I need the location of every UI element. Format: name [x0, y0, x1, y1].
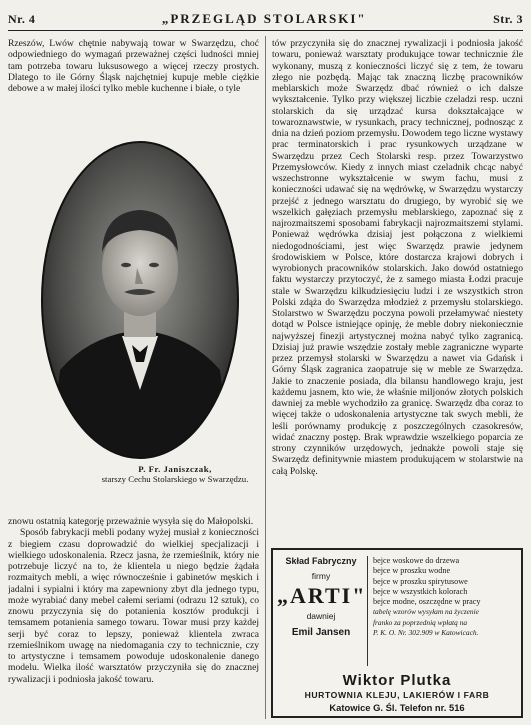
left-column-top	[8, 38, 259, 94]
right-column	[272, 38, 523, 540]
ad-brand-box	[277, 556, 365, 666]
ad-company-block	[277, 672, 517, 713]
ad-item: bejce w wszystkich kolorach	[373, 586, 468, 596]
page-header	[8, 8, 523, 30]
ad-item: bejce w proszku wodne	[373, 566, 451, 576]
ad-company-name: Wiktor Plutka	[342, 672, 452, 689]
portrait-image	[40, 140, 240, 460]
paragraph: Sposób fabrykacji mebli podany wyżej musiał z konieczności z biegiem czasu doprowadzić do wielkiej specjalizacji i wielkiego udoskonalenia. Rzecz jasna, że rzemieślnik, który nie potrzebuje liczyć na to, że klientela u niego będzie żądała rozmaitych mebli, a więc równocześnie i gabinetów męskich i jadalni i sypialni i który ma zapewniony zbyt dla jednego typu, może wyrabiać dany mebel całemi seriami (odrazu 12 sztuk), co znowu przyczynia się do potanienia kosztów produkcji i temsamem potanienia samego towaru. Towar musi przy każdej serji być coraz to lepszy, ponieważ klientela zwraca rzemieślnikom uwagę na niedomagania czy to technicznie, czy to artystyczne i temsamem powoduje udoskonalenie danego modelu. Wielka ilość warsztatów przyczyniła się do znacznej rywalizacji i podniosła jakość towaru.	[8, 527, 259, 685]
ad-divider	[367, 556, 368, 666]
ad-sklad: Skład Fabryczny	[285, 556, 357, 566]
paragraph: znowu ostatnią kategorję przeważnie wysyła się do Małopolski.	[8, 516, 254, 527]
ad-brand-name: „ARTI"	[277, 583, 367, 608]
ad-dawniej: dawniej	[306, 611, 336, 621]
ad-item: bejce modne, oszczędne w pracy	[373, 597, 481, 607]
header-rule	[8, 30, 523, 31]
ad-firmy: firmy	[311, 571, 331, 581]
paragraph: Rzeszów, Lwów chętnie nabywają towar w Swarzędzu, choć odpowiedniego do wymagań przeważnej części ludności mniej tam potrzeba towaru luksusowego a więcej rzeczy prostych. Dlatego to ile Górny Śląsk najchętniej kupuje meble ciężkie debowe a w małej ilości tylko meble kuchenne i białe, o tyle	[8, 38, 259, 94]
ad-item: bejce woskowe do drzewa	[373, 556, 460, 565]
page-number: Str. 3	[493, 11, 523, 26]
left-column-bottom	[8, 516, 259, 720]
ad-note: P. K. O. Nr. 302.909 w Katowicach.	[373, 628, 479, 638]
ad-note: franko za poprzednią wpłatą na	[373, 617, 468, 627]
ad-product-list	[373, 556, 519, 638]
photo-caption	[90, 464, 260, 484]
ad-address: Katowice G. Śl. Telefon nr. 516	[329, 702, 465, 713]
ad-trade: HURTOWNIA KLEJU, LAKIERÓW I FARB	[304, 690, 490, 700]
column-divider	[265, 36, 266, 719]
paragraph: tów przyczyniła się do znacznej rywalizacji i podniosła jakość towaru, ponieważ warsztaty produkujące towar technicznie źle wykonany, muszą z konieczności liczyć się z tem, że towaru złego nie pozbędą. Mając tak znaczną liczbę pracowników meblarskich może Swarzędz dbać również o ich dalsze wykształcenie. Tylko przy większej liczbie czeladzi resp. uczni stolarskich da się urządzać kursa dokształcające w towaroznawstwie, w rysunkach, pracy technicznej, podnosząc z dnia na dzień poziom przemysłu. Dowodem tego liczne wystawy prac terminatorskich i prac rysunkowych urządzane w Swarzędzu przez Cech Stolarski resp. przez Towarzystwo Przemysłowców. Kiedy z innych miast czeladnik chcąc nabyć wszechstronne wykształcenie w swym fachu, musi z konieczności udawać się na wędrówkę, w Swarzędzu wystarczy przejść z jednego warsztatu do drugiego, by wyrobić się we wszelkich gałęziach przemysłu meblarskiego, zapoznać się z najrozmaitszemi sposobami fabrykacji najrozmaitszemi stylami. Ponieważ wędrówka dzisiaj jest połączona z wielkiemi niedogodnościami, jest więc Swarzędz prawie jedynem środowiskiem w Polsce, które dostarcza krajowi dobrych i wyrobionych pracowników stolarskich. Jako dowód ostatniego faktu wystarczy przytoczyć, że z samego miasta Łodzi pracuje stale w Swarzędzu kilkudziesięciu ludzi i ze wszystkich stron Polski zdąża do Swarzędza młodzież z przemysłu stolarskiego. Stolarstwo w Swarzędzu poczyna powoli przełamywać niestety dotąd w Polsce istniejące opinję, że meble dobry niekoniecznie najwyższej finezji artystycznej można nabyć tylko zagranicą. Dzisiaj już prawie wszędzie zostały meble zagraniczne wyparte przez przemysł stolarski w Swarzędzu a nawet via Gdańsk i Górny Śląsk zagranica zaopatruje się w meble ze Swarzędza. Jakie to znaczenie posiada, dla bilansu handlowego kraju, jest każdemu jasnem, kto wie, że właśnie miljonów złotych polskich dawniej za meble wychodziło za granicę. Swarzędz dba coraz to więcej także o udoskonalenia artystyczne tak swych mebli, że leśli porównamy produkcję z poszczególnych czasokresów, widać znaczny postęp. Brak wprawdzie wszelkiego poparcia ze strony czynników urzędowych, jednakże powoli staje się Swarzędz definitywnie miastem produkującem w stolarstwie na całą Polskę.	[272, 38, 523, 477]
advertisement	[271, 548, 523, 718]
ad-former-name: Emil Jansen	[291, 627, 351, 638]
ad-item: bejce w proszku spirytusowe	[373, 576, 468, 586]
portrait-photo	[40, 140, 240, 460]
caption-name: P. Fr. Janiszczak,	[138, 464, 212, 474]
issue-number: Nr. 4	[8, 11, 36, 26]
publication-title: „PRZEGLĄD STOLARSKI"	[161, 11, 367, 26]
caption-role: starszy Cechu Stolarskiego w Swarzędzu.	[101, 474, 249, 484]
ad-note: tabelę wzorów wysyłam na życzenie	[373, 607, 479, 617]
